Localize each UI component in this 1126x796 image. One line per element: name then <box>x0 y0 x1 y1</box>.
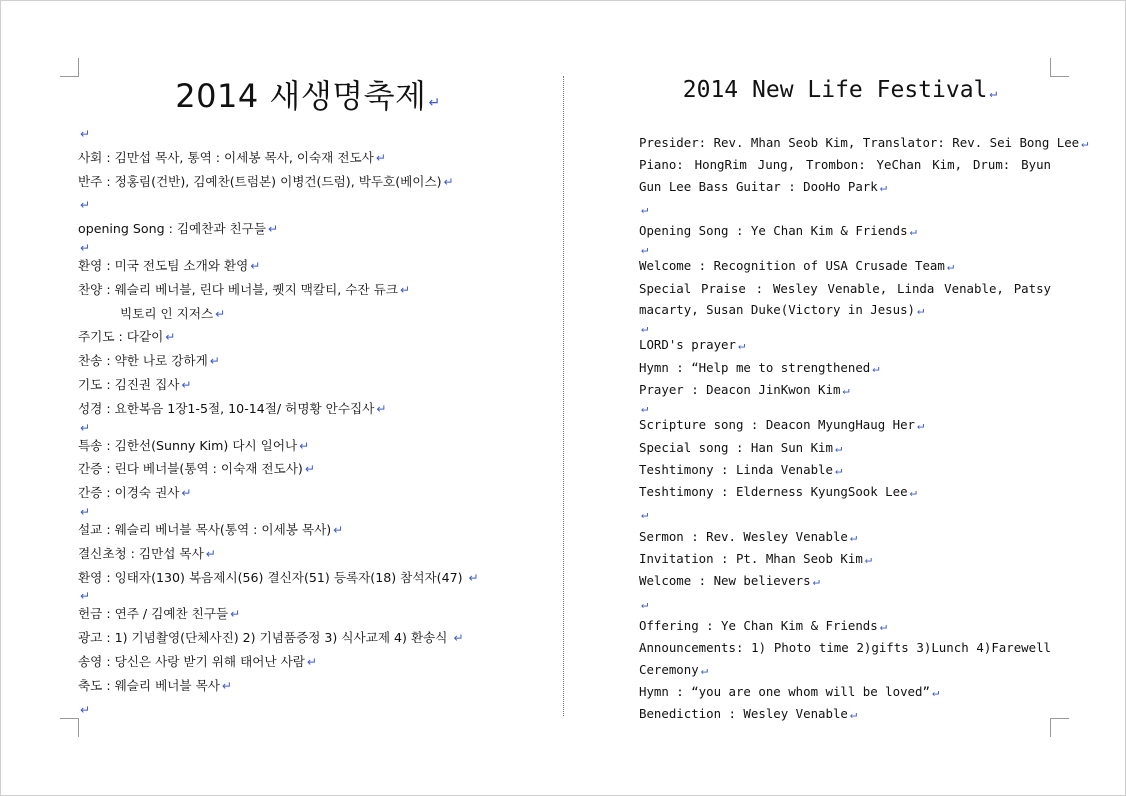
right-line <box>639 299 1051 321</box>
paragraph-mark-icon: ↵ <box>917 303 925 318</box>
paragraph-mark-icon: ↵ <box>879 618 887 633</box>
left-line-text: 광고 : 1) 기념촬영(단체사진) 2) 기념품증정 3) 식사교제 4) 환송식 <box>78 630 452 646</box>
paragraph-mark-icon: ↵ <box>849 707 858 722</box>
left-line-text: opening Song : 김예찬과 친구들 <box>78 221 266 237</box>
paragraph-mark-icon: ↵ <box>80 420 91 435</box>
left-line <box>78 122 518 146</box>
right-line-text: Welcome : New believers <box>639 573 811 589</box>
paragraph-mark-icon: ↵ <box>268 222 279 237</box>
left-line <box>78 650 518 674</box>
left-line <box>78 566 518 590</box>
right-line <box>639 503 1051 525</box>
right-line-text: Special song : Han Sun Kim <box>639 439 833 455</box>
right-line <box>639 548 1051 570</box>
left-line-text: 환영 : 미국 전도팀 소개와 환영 <box>78 257 249 273</box>
paragraph-mark-icon: ↵ <box>812 574 820 589</box>
right-line <box>639 198 1051 220</box>
left-line-text: 찬송 : 약한 나로 강하게 <box>78 353 208 369</box>
left-line <box>78 481 518 505</box>
paragraph-mark-icon: ↵ <box>80 240 91 255</box>
english-title <box>629 70 1051 110</box>
right-line <box>639 703 1051 725</box>
paragraph-mark-icon: ↵ <box>376 401 387 416</box>
paragraph-mark-icon: ↵ <box>375 150 386 165</box>
right-line <box>639 334 1051 356</box>
paragraph-mark-icon: ↵ <box>946 259 955 274</box>
paragraph-mark-icon: ↵ <box>205 546 216 561</box>
right-line-text: Invitation : Pt. Mhan Seob Kim <box>639 551 863 567</box>
left-line <box>78 542 518 566</box>
left-line <box>78 421 518 434</box>
english-program-lines <box>639 132 1089 725</box>
margin-corner-top-right <box>1050 58 1069 77</box>
paragraph-mark-icon: ↵ <box>909 485 917 500</box>
english-title-text: 2014 New Life Festival <box>682 77 988 103</box>
paragraph-mark-icon: ↵ <box>468 570 479 585</box>
right-line-text: Ceremony <box>639 661 699 677</box>
paragraph-mark-icon: ↵ <box>443 174 454 189</box>
left-line <box>78 146 518 170</box>
paragraph-mark-icon: ↵ <box>931 684 940 699</box>
left-line <box>78 434 518 458</box>
right-line <box>639 659 1051 681</box>
left-line <box>78 254 518 278</box>
korean-program-lines <box>78 122 518 721</box>
right-line <box>639 459 1051 481</box>
right-line <box>639 401 1051 414</box>
right-line <box>639 437 1051 459</box>
left-line-text: 송영 : 당신은 사랑 받기 위해 태어난 사람 <box>78 653 305 669</box>
paragraph-mark-icon: ↵ <box>209 354 220 369</box>
left-line <box>78 217 518 241</box>
left-line <box>78 170 518 194</box>
paragraph-mark-icon: ↵ <box>221 678 232 693</box>
paragraph-mark-icon: ↵ <box>80 127 91 141</box>
right-line-text: Scripture song : Deacon MyungHaug Her <box>639 417 916 433</box>
left-line <box>78 397 518 421</box>
left-line-text: 주기도 : 다같이 <box>78 329 164 345</box>
right-line <box>639 278 1051 299</box>
paragraph-mark-icon: ↵ <box>917 418 925 433</box>
right-line <box>639 526 1051 548</box>
paragraph-mark-icon: ↵ <box>989 86 998 101</box>
paragraph-mark-icon: ↵ <box>641 596 649 611</box>
right-line <box>639 242 1051 255</box>
left-line-text: 결신초청 : 김만섭 목사 <box>78 545 204 561</box>
left-line <box>78 302 518 326</box>
margin-corner-bottom-left <box>60 718 79 737</box>
paragraph-mark-icon: ↵ <box>909 224 917 239</box>
right-line <box>639 615 1051 637</box>
paragraph-mark-icon: ↵ <box>80 589 91 604</box>
right-line <box>639 593 1051 615</box>
left-line <box>78 674 518 698</box>
left-line <box>78 518 518 542</box>
right-line-text: Hymn : “Help me to strengthened <box>639 359 871 375</box>
paragraph-mark-icon: ↵ <box>250 258 261 273</box>
left-line <box>78 457 518 481</box>
right-line <box>639 176 1051 198</box>
right-line-text: Welcome : Recognition of USA Crusade Team <box>639 258 945 274</box>
paragraph-mark-icon: ↵ <box>80 504 91 519</box>
paragraph-mark-icon: ↵ <box>181 486 192 501</box>
left-line <box>78 626 518 650</box>
right-line <box>639 637 1051 658</box>
left-line-text: 반주 : 정홍림(건반), 김예찬(트럼본) 이병건(드럼), 박두호(베이스) <box>78 173 442 189</box>
margin-corner-top-left <box>60 58 79 77</box>
left-line-text: 간증 : 이경숙 권사 <box>78 485 180 501</box>
left-line <box>78 602 518 626</box>
left-line-text: 특송 : 김한선(Sunny Kim) 다시 일어나 <box>78 437 298 453</box>
column-divider <box>563 76 564 716</box>
paragraph-mark-icon: ↵ <box>737 338 746 353</box>
right-line-text: macarty, Susan Duke(Victory in Jesus) <box>639 302 916 318</box>
left-line <box>78 349 518 373</box>
margin-corner-bottom-right <box>1050 718 1069 737</box>
left-line <box>78 505 518 518</box>
paragraph-mark-icon: ↵ <box>849 529 858 544</box>
paragraph-mark-icon: ↵ <box>641 201 649 216</box>
left-line <box>78 325 518 349</box>
right-line-text: Benediction : Wesley Venable <box>639 706 848 722</box>
right-line <box>639 321 1051 334</box>
right-line-text: Offering : Ye Chan Kim & Friends <box>639 617 878 633</box>
right-line <box>639 132 1089 154</box>
paragraph-mark-icon: ↵ <box>299 438 310 453</box>
right-line <box>639 255 1051 277</box>
right-line-text: Piano: HongRim Jung, Trombon: YeChan Kim, Drum: Byun <box>639 157 1051 173</box>
left-line-text: 기도 : 김진권 집사 <box>78 376 180 392</box>
paragraph-mark-icon: ↵ <box>453 631 464 646</box>
right-line-text: Announcements: 1) Photo time 2)gifts 3)Lunch 4)Farewell <box>639 640 1051 656</box>
left-line-text: 설교 : 웨슬리 베너블 목사(통역 : 이세봉 목사) <box>78 521 332 537</box>
paragraph-mark-icon: ↵ <box>1081 136 1089 150</box>
paragraph-mark-icon: ↵ <box>834 440 843 455</box>
paragraph-mark-icon: ↵ <box>333 522 344 537</box>
right-line <box>639 681 1051 703</box>
right-line-text: Presider: Rev. Mhan Seob Kim, Translator: Rev. Sei Bong Lee <box>639 135 1080 150</box>
paragraph-mark-icon: ↵ <box>872 360 880 375</box>
paragraph-mark-icon: ↵ <box>641 401 649 416</box>
right-line-text: Hymn : “you are one whom will be loved” <box>639 683 930 699</box>
left-line-text: 성경 : 요한복음 1장1-5절, 10-14절/ 허명황 안수집사 <box>78 400 375 416</box>
left-line-text: 축도 : 웨슬리 베너블 목사 <box>78 677 220 693</box>
right-line <box>639 357 1051 379</box>
right-line-text: Prayer : Deacon JinKwon Kim <box>639 381 841 397</box>
paragraph-mark-icon: ↵ <box>80 702 91 717</box>
paragraph-mark-icon: ↵ <box>80 198 91 213</box>
paragraph-mark-icon: ↵ <box>834 462 843 477</box>
left-line <box>78 193 518 217</box>
left-line <box>78 698 518 722</box>
left-line-text: 사회 : 김만섭 목사, 통역 : 이세봉 목사, 이숙재 전도사 <box>78 149 374 165</box>
paragraph-mark-icon: ↵ <box>700 662 708 677</box>
right-line-text: Sermon : Rev. Wesley Venable <box>639 528 848 544</box>
paragraph-mark-icon: ↵ <box>215 306 226 321</box>
left-line <box>78 278 518 302</box>
left-line-text: 헌금 : 연주 / 김예찬 친구들 <box>78 606 229 622</box>
left-line-text: 간증 : 린다 베너블(통역 : 이숙재 전도사) <box>78 461 303 477</box>
paragraph-mark-icon: ↵ <box>641 321 649 336</box>
paragraph-mark-icon: ↵ <box>306 654 317 669</box>
right-line-text: Teshtimony : Elderness KyungSook Lee <box>639 484 908 500</box>
paragraph-mark-icon: ↵ <box>165 330 176 345</box>
right-line <box>639 220 1051 242</box>
paragraph-mark-icon: ↵ <box>230 607 241 622</box>
right-line-text: Gun Lee Bass Guitar : DooHo Park <box>639 178 878 194</box>
right-line-text: Opening Song : Ye Chan Kim & Friends <box>639 223 908 239</box>
right-line <box>639 481 1051 503</box>
right-line-text: Special Praise : Wesley Venable, Linda Venable, Patsy <box>639 280 1051 296</box>
right-line <box>639 570 1051 592</box>
right-line-text: Teshtimony : Linda Venable <box>639 461 833 477</box>
paragraph-mark-icon: ↵ <box>641 507 649 522</box>
paragraph-mark-icon: ↵ <box>641 242 649 257</box>
right-line <box>639 154 1051 175</box>
left-line <box>78 241 518 254</box>
right-line <box>639 379 1051 401</box>
left-line-text: 찬양 : 웨슬리 베너블, 린다 베너블, 퀫지 맥칼티, 수잔 듀크 <box>78 281 398 297</box>
korean-title-text: 2014 새생명축제 <box>175 77 427 115</box>
paragraph-mark-icon: ↵ <box>428 95 441 111</box>
paragraph-mark-icon: ↵ <box>864 552 873 567</box>
left-line-text: 환영 : 잉태자(130) 복음제시(56) 결신자(51) 등록자(18) 참석자(47) <box>78 569 467 585</box>
paragraph-mark-icon: ↵ <box>879 179 887 194</box>
english-program-column <box>639 70 1089 725</box>
korean-program-column <box>78 70 518 721</box>
paragraph-mark-icon: ↵ <box>181 377 192 392</box>
left-line <box>78 373 518 397</box>
left-line <box>78 589 518 602</box>
left-line-text: 빅토리 인 지저스 <box>120 305 214 321</box>
korean-title <box>98 70 518 122</box>
paragraph-mark-icon: ↵ <box>304 462 315 477</box>
paragraph-mark-icon: ↵ <box>399 282 410 297</box>
paragraph-mark-icon: ↵ <box>842 382 850 397</box>
right-line-text: LORD's prayer <box>639 337 736 353</box>
right-line <box>639 414 1051 436</box>
